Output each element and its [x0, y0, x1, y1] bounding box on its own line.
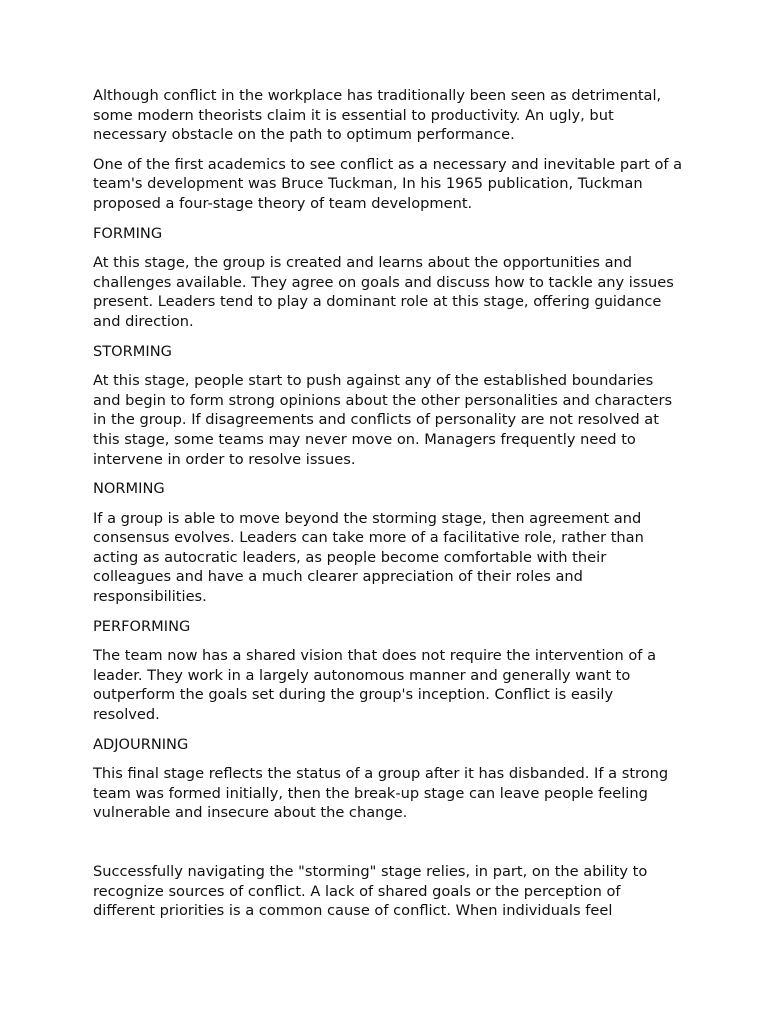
intro-paragraph: Although conflict in the workplace has traditionally been seen as detrimental, some modern theorists claim it is essential to productivity. An ugly, but necessary obstacle on the path to optimum performance. [93, 87, 662, 144]
document-page [93, 86, 683, 931]
stage-text-norming: If a group is able to move beyond the storming stage, then agreement and consensus evolves. Leaders can take more of a facilitative role, rather than acting as autocratic leaders, as people become comfortable with their colleagues and have a much clearer appreciation of their roles and responsibilities. [93, 509, 644, 606]
stage-heading-storming: STORMING [93, 342, 172, 360]
stage-text-storming: At this stage, people start to push against any of the established boundaries and begin to form strong opinions about the other personalities and characters in the group. If disagreements and conflicts of personality are not resolved at this stage, some teams may never move on. Managers frequently need to intervene in order to resolve issues. [93, 372, 673, 468]
closing-paragraph: Successfully navigating the "storming" stage relies, in part, on the ability to recognize sources of conflict. A lack of shared goals or the perception of different priorities is a common cause of conflict. When individuals feel [93, 863, 648, 920]
paragraph-spacer [93, 833, 683, 862]
stage-text-adjourning: This final stage reflects the status of a group after it has disbanded. If a strong team was formed initially, then the break-up stage can leave people feeling vulnerable and insecure about the change. [93, 765, 669, 822]
stage-heading-adjourning: ADJOURNING [93, 735, 189, 753]
stage-heading-forming: FORMING [93, 224, 163, 242]
stage-heading-norming: NORMING [93, 480, 165, 498]
stage-text-performing: The team now has a shared vision that does not require the intervention of a leader. They work in a largely autonomous manner and generally want to outperform the goals set during the group's inception. Conflict is easily resolved. [93, 647, 657, 724]
stage-text-forming: At this stage, the group is created and learns about the opportunities and challenges available. They agree on goals and discuss how to tackle any issues present. Leaders tend to play a dominant role at this stage, offering guidance and direction. [93, 254, 674, 330]
stage-heading-performing: PERFORMING [93, 617, 191, 635]
tuckman-paragraph: One of the first academics to see conflict as a necessary and inevitable part of a team's development was Bruce Tuckman, In his 1965 publication, Tuckman proposed a four-stage theory of team development. [93, 155, 683, 212]
